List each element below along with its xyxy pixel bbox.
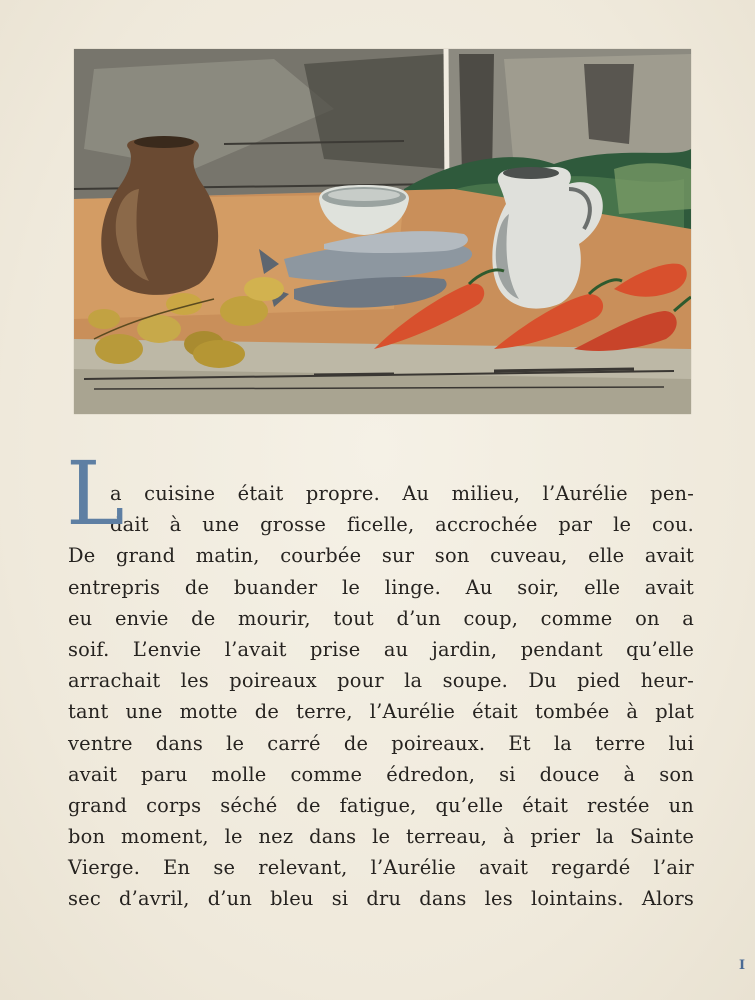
- drop-cap-initial: L: [66, 442, 125, 545]
- text-line: sec d’avril, d’un bleu si dru dans les lointains. Alors: [68, 887, 694, 911]
- text-line: entrepris de buander le linge. Au soir, elle avait: [68, 575, 694, 599]
- text-line: grand corps séché de fatigue, qu’elle était restée un: [68, 793, 694, 817]
- body-text: [66, 442, 694, 915]
- text-line: dait à une grosse ficelle, accrochée par le cou.: [110, 513, 694, 537]
- text-line: tant une motte de terre, l’Aurélie était tombée à plat: [68, 700, 694, 724]
- text-line: De grand matin, courbée sur son cuveau, elle avait: [68, 544, 694, 568]
- still-life-painting: [74, 49, 691, 414]
- page-number: I: [739, 958, 746, 973]
- text-line: avait paru molle comme édredon, si douce à son: [68, 762, 694, 786]
- text-line: bon moment, le nez dans le terreau, à prier la Sainte: [68, 825, 694, 849]
- text-line: a cuisine était propre. Au milieu, l’Aurélie pen-: [110, 482, 694, 505]
- text-line: soif. L’envie l’avait prise au jardin, pendant qu’elle: [68, 637, 694, 661]
- text-line: Vierge. En se relevant, l’Aurélie avait regardé l’air: [68, 856, 694, 880]
- text-line: arrachait les poireaux pour la soupe. Du pied heur-: [68, 669, 694, 693]
- text-line: ventre dans le carré de poireaux. Et la terre lui: [68, 731, 694, 755]
- text-line: eu envie de mourir, tout d’un coup, comme on a: [68, 606, 694, 630]
- still-life-illustration: [74, 49, 691, 414]
